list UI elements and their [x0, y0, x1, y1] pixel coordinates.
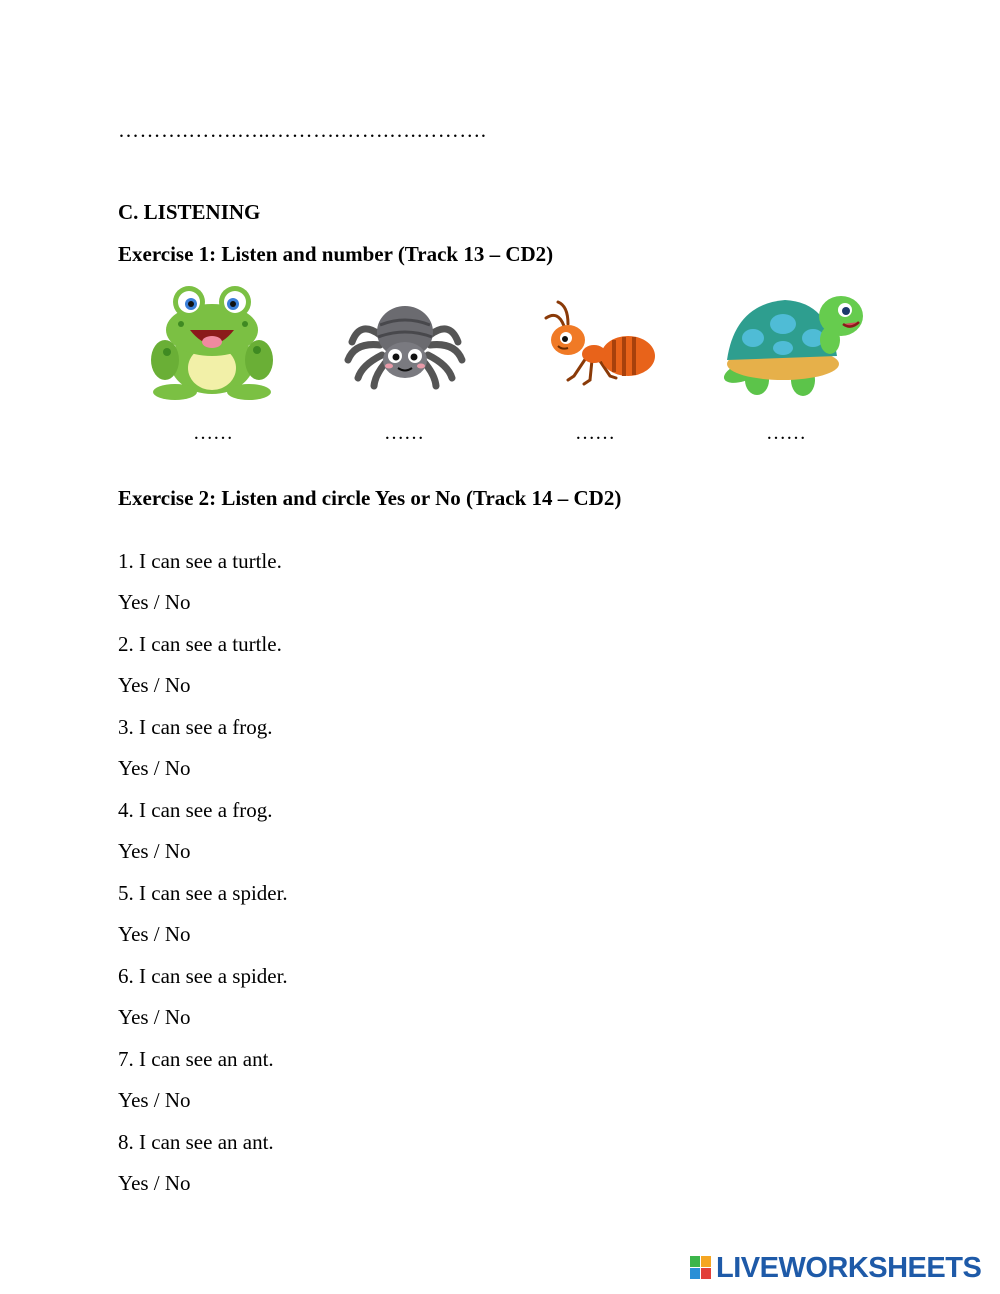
question-sentence: 6. I can see a spider.	[118, 964, 288, 988]
section-title: C. LISTENING	[118, 200, 261, 224]
question-sentence: 8. I can see an ant.	[118, 1130, 274, 1154]
logo-text: LIVEWORKSHEETS	[716, 1251, 982, 1284]
question-sentence: 2. I can see a turtle.	[118, 632, 282, 656]
live-badge-icon	[690, 1256, 712, 1280]
yes-no-choice[interactable]: Yes / No	[118, 756, 191, 780]
question-sentence: 7. I can see an ant.	[118, 1047, 274, 1071]
question-sentence: 5. I can see a spider.	[118, 881, 288, 905]
answer-blank-frog[interactable]: ……	[193, 422, 233, 444]
yes-no-choice[interactable]: Yes / No	[118, 590, 191, 614]
yes-no-choice[interactable]: Yes / No	[118, 1171, 191, 1195]
question-sentence: 3. I can see a frog.	[118, 715, 273, 739]
yes-no-choice[interactable]: Yes / No	[118, 1005, 191, 1029]
yes-no-choice[interactable]: Yes / No	[118, 922, 191, 946]
answer-blank-turtle[interactable]: ……	[766, 422, 806, 444]
liveworksheets-logo	[690, 1252, 981, 1284]
yes-no-choice[interactable]: Yes / No	[118, 1088, 191, 1112]
ant-icon	[528, 280, 663, 410]
exercise-2-title: Exercise 2: Listen and circle Yes or No (Track 14 – CD2)	[118, 486, 622, 510]
answer-blank-ant[interactable]: ……	[575, 422, 615, 444]
spider-icon	[340, 280, 470, 410]
turtle-icon	[705, 280, 870, 410]
question-sentence: 4. I can see a frog.	[118, 798, 273, 822]
yes-no-choice[interactable]: Yes / No	[118, 673, 191, 697]
answer-dotted-line: ……….…….…..……….…….….……….	[118, 118, 487, 142]
frog-icon	[145, 280, 280, 410]
question-sentence: 1. I can see a turtle.	[118, 549, 282, 573]
exercise-1-title: Exercise 1: Listen and number (Track 13 – CD2)	[118, 242, 554, 266]
yes-no-choice[interactable]: Yes / No	[118, 839, 191, 863]
answer-blank-spider[interactable]: ……	[384, 422, 424, 444]
